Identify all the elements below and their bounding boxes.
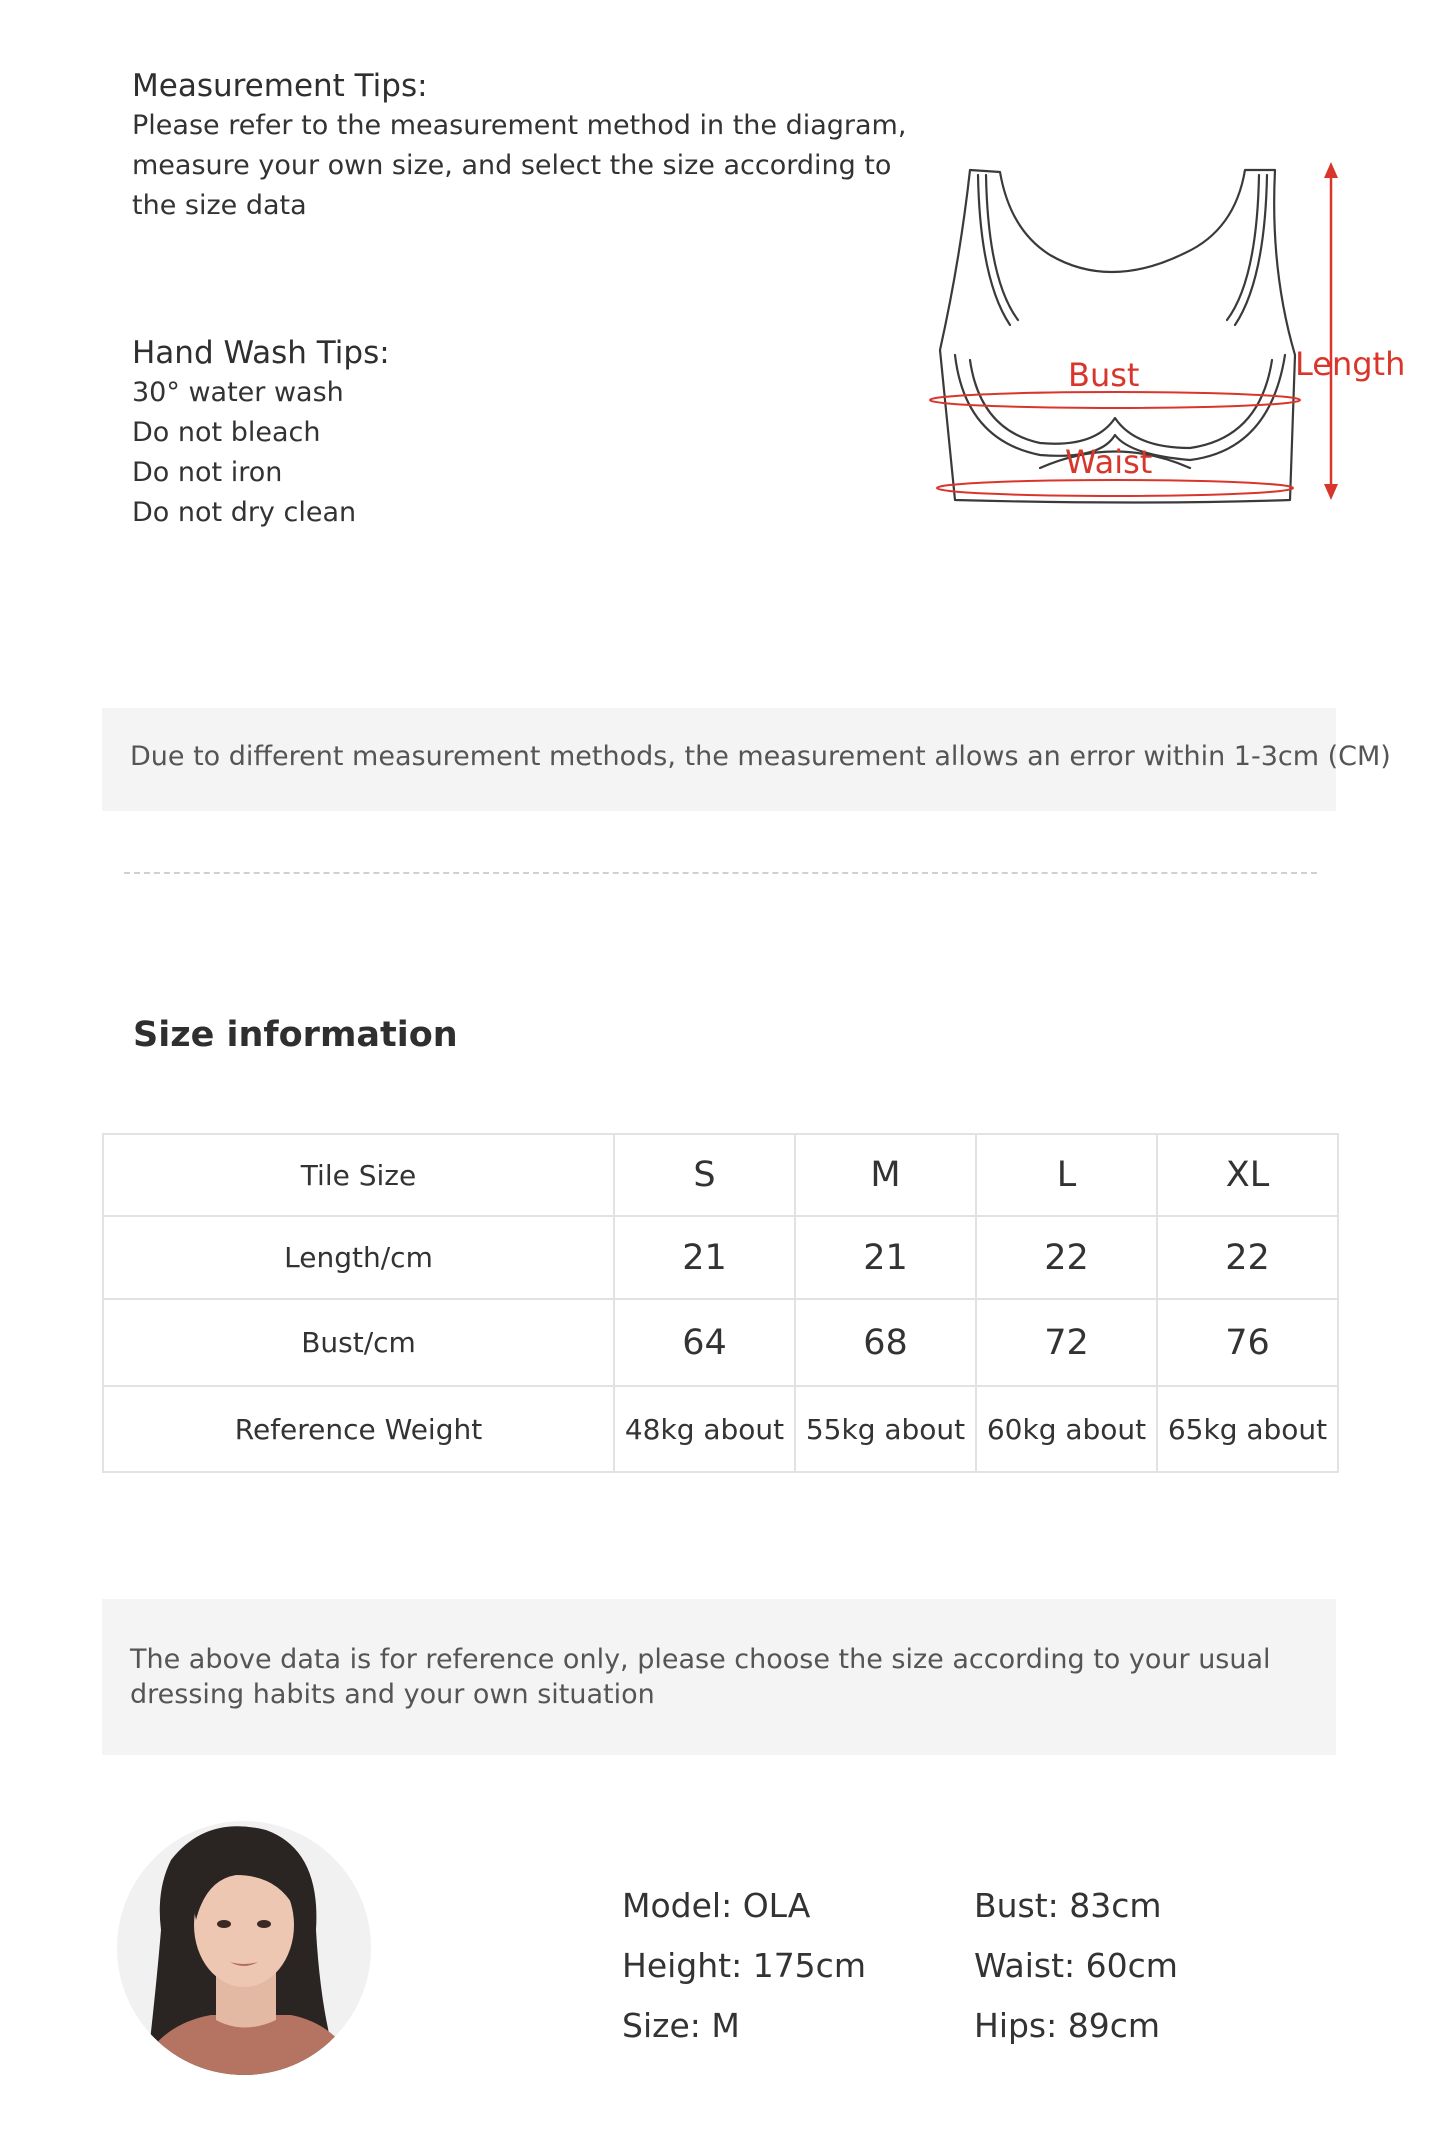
- model-stats-right: [974, 1876, 1178, 2056]
- table-cell: 64: [614, 1299, 795, 1386]
- waist-line: [937, 480, 1293, 496]
- model-portrait-icon: [116, 1820, 372, 2076]
- length-arrow: [1324, 162, 1338, 500]
- measurement-error-text: Due to different measurement methods, the measurement allows an error within 1-3cm (CM): [130, 741, 1391, 772]
- table-header-cell: M: [795, 1134, 976, 1216]
- garment-measurement-diagram: [900, 150, 1420, 520]
- table-header-cell: Tile Size: [103, 1134, 614, 1216]
- table-cell: 65kg about: [1157, 1386, 1338, 1472]
- hand-wash-tips: [132, 333, 632, 533]
- model-bust: Bust: 83cm: [974, 1886, 1162, 1925]
- measurement-error-note: [102, 708, 1391, 811]
- table-cell: 21: [614, 1216, 795, 1299]
- table-row-label: Reference Weight: [103, 1386, 614, 1472]
- model-stats-left: [622, 1876, 866, 2056]
- table-cell: 76: [1157, 1299, 1338, 1386]
- hand-wash-line: 30° water wash: [132, 377, 344, 408]
- size-table: [102, 1133, 1339, 1473]
- dashed-divider: [124, 872, 1317, 874]
- table-cell: 60kg about: [976, 1386, 1157, 1472]
- measurement-tips-line: Please refer to the measurement method in the diagram,: [132, 110, 907, 141]
- model-hips: Hips: 89cm: [974, 2006, 1161, 2045]
- table-cell: 68: [795, 1299, 976, 1386]
- length-label: Length: [1295, 345, 1406, 383]
- measurement-tips-line: the size data: [132, 190, 307, 221]
- hand-wash-line: Do not bleach: [132, 417, 321, 448]
- table-cell: 22: [976, 1216, 1157, 1299]
- reference-only-text: The above data is for reference only, please choose the size according to your usual dressing habits and your own situation: [130, 1644, 1271, 1710]
- bust-line: [930, 392, 1300, 408]
- table-row: [103, 1299, 1338, 1386]
- table-cell: 48kg about: [614, 1386, 795, 1472]
- table-row: [103, 1134, 1338, 1216]
- measurement-tips: [132, 66, 912, 226]
- table-row: [103, 1386, 1338, 1472]
- table-row-label: Bust/cm: [103, 1299, 614, 1386]
- table-header-cell: XL: [1157, 1134, 1338, 1216]
- table-header-cell: S: [614, 1134, 795, 1216]
- table-header-cell: L: [976, 1134, 1157, 1216]
- bust-label: Bust: [1068, 356, 1140, 394]
- hand-wash-tips-title: Hand Wash Tips:: [132, 335, 390, 371]
- table-cell: 55kg about: [795, 1386, 976, 1472]
- model-size: Size: M: [622, 2006, 740, 2045]
- table-cell: 21: [795, 1216, 976, 1299]
- measurement-tips-line: measure your own size, and select the size according to: [132, 150, 892, 181]
- reference-only-note: [102, 1599, 1336, 1755]
- hand-wash-line: Do not iron: [132, 457, 283, 488]
- table-row: [103, 1216, 1338, 1299]
- model-waist: Waist: 60cm: [974, 1946, 1178, 1985]
- model-name: Model: OLA: [622, 1886, 811, 1925]
- table-row-label: Length/cm: [103, 1216, 614, 1299]
- table-cell: 22: [1157, 1216, 1338, 1299]
- size-information-title: Size information: [133, 1015, 458, 1055]
- table-cell: 72: [976, 1299, 1157, 1386]
- model-height: Height: 175cm: [622, 1946, 866, 1985]
- waist-label: Waist: [1065, 443, 1153, 481]
- hand-wash-line: Do not dry clean: [132, 497, 357, 528]
- measurement-tips-title: Measurement Tips:: [132, 68, 428, 104]
